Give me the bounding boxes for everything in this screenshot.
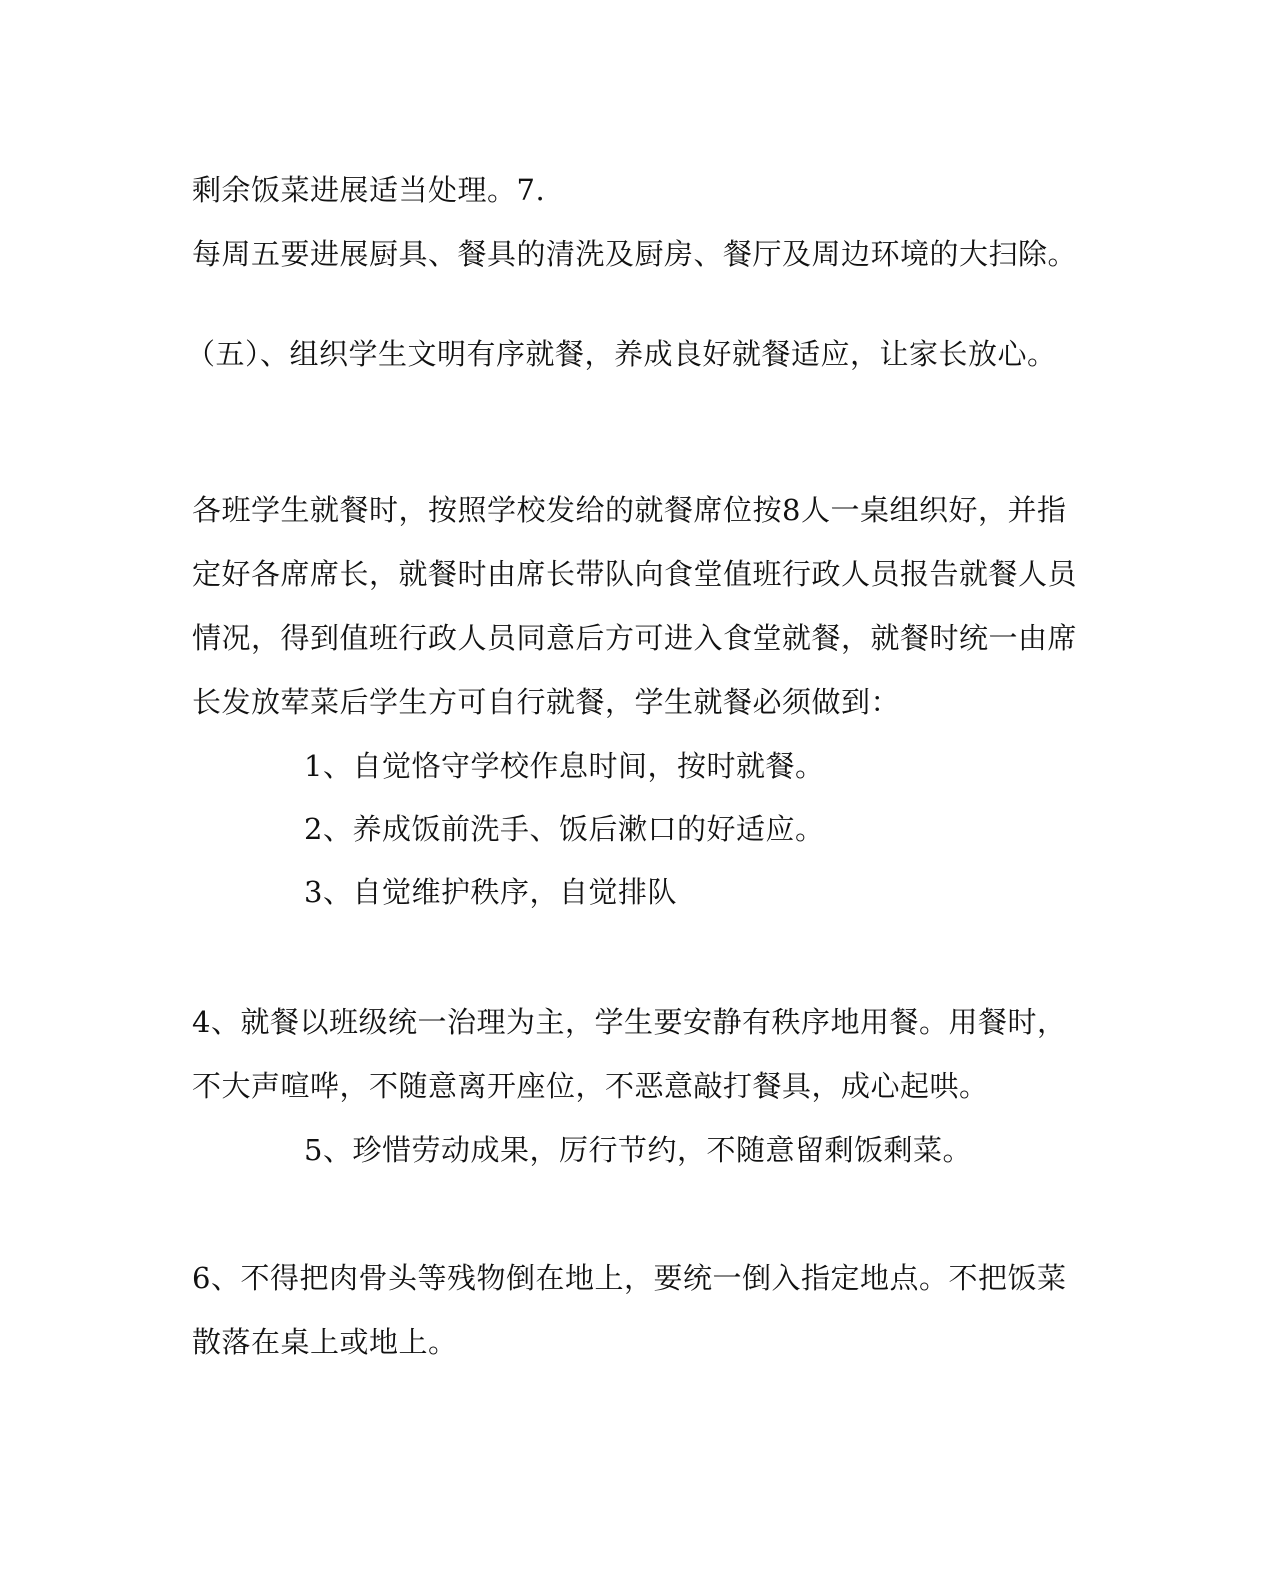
list-item: 5、珍惜劳动成果，厉行节约，不随意留剩饭剩菜。 — [304, 1133, 972, 1167]
paragraph-line: 不大声喧哗，不随意离开座位，不恶意敲打餐具，成心起哄。 — [192, 1069, 989, 1103]
paragraph-line: 散落在桌上或地上。 — [192, 1325, 458, 1359]
list-item: 1、自觉恪守学校作息时间，按时就餐。 — [304, 749, 825, 783]
paragraph-line: 剩余饭菜进展适当处理。7. — [192, 173, 546, 207]
paragraph-line: 情况，得到值班行政人员同意后方可进入食堂就餐，就餐时统一由席 — [192, 621, 1078, 655]
paragraph-line: 各班学生就餐时，按照学校发给的就餐席位按8人一桌组织好，并指 — [192, 493, 1067, 527]
list-item: 6、不得把肉骨头等残物倒在地上，要统一倒入指定地点。不把饭菜 — [192, 1261, 1067, 1295]
list-item: 3、自觉维护秩序，自觉排队 — [304, 875, 677, 909]
paragraph-line: 每周五要进展厨具、餐具的清洗及厨房、餐厅及周边环境的大扫除。 — [192, 237, 1078, 271]
list-item: 4、就餐以班级统一治理为主，学生要安静有秩序地用餐。用餐时， — [192, 1005, 1067, 1039]
paragraph-line: 定好各席席长，就餐时由席长带队向食堂值班行政人员报告就餐人员 — [192, 557, 1078, 591]
list-item: 2、养成饭前洗手、饭后漱口的好适应。 — [304, 812, 825, 846]
paragraph-line: 长发放荤菜后学生方可自行就餐，学生就餐必须做到： — [192, 685, 901, 719]
section-heading: （五）、组织学生文明有序就餐，养成良好就餐适应，让家长放心。 — [186, 337, 1057, 371]
